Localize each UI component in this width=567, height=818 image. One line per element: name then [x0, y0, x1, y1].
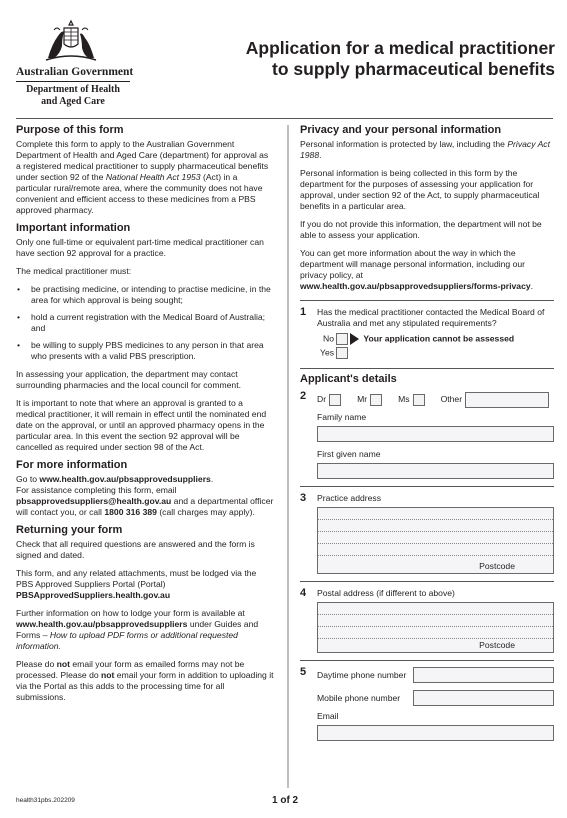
mobile-phone-field[interactable] — [413, 690, 554, 706]
phone-number: 1800 316 389 — [104, 507, 157, 517]
dr-label: Dr — [317, 394, 327, 404]
right-column — [300, 125, 554, 741]
more-text-a: For assistance completing this form, email — [16, 485, 177, 495]
dr-checkbox[interactable] — [329, 394, 341, 406]
return-p4 — [16, 659, 274, 703]
address-line — [318, 532, 553, 544]
section-rule — [300, 486, 554, 487]
return-p2-text: This form, and any related attachments, must be lodged via the PBS Approved Suppliers Portal (Portal) — [16, 568, 257, 589]
purpose-paragraph — [16, 139, 274, 216]
privacy-p3: If you do not provide this information, the department will not be able to assess your application. — [300, 219, 542, 240]
important-p3: In assessing your application, the department may contact surrounding pharmacies and the local council for comment. — [16, 369, 241, 390]
purpose-heading: Purpose of this form — [16, 124, 124, 136]
other-label: Other — [440, 394, 463, 404]
return-p3-text-b: under Guides and Forms – — [16, 619, 259, 640]
return-p4-text-b: email your form as emailed forms may not be processed. Please do — [16, 659, 245, 680]
return-p1: Check that all required questions are answered and the form is signed and dated. — [16, 539, 255, 560]
address-line — [318, 615, 553, 627]
question-5 — [300, 667, 554, 741]
coat-of-arms-logo — [40, 18, 102, 64]
email-field[interactable] — [317, 725, 554, 741]
no-checkbox[interactable] — [336, 333, 348, 345]
section-rule — [300, 368, 554, 369]
privacy-heading: Privacy and your personal information — [300, 124, 502, 136]
privacy-p4-text: You can get more information about the way in which the department will manage personal information, including our privacy policy, at — [300, 248, 525, 280]
section-rule — [300, 660, 554, 661]
question-1-text: Has the medical practitioner contacted the Medical Board of Australia and met any stipulated requirements? — [317, 307, 545, 328]
more-text-b: and a departmental officer will contact you, or call — [16, 496, 274, 517]
postcode-label: Postcode — [479, 561, 515, 571]
family-name-field[interactable] — [317, 426, 554, 442]
top-divider — [16, 118, 553, 119]
address-line — [318, 508, 553, 520]
question-3 — [300, 493, 554, 574]
practice-address-field[interactable] — [317, 507, 554, 574]
q1-no-row — [323, 333, 554, 345]
title-row — [317, 391, 554, 408]
other-title-field[interactable] — [465, 392, 549, 408]
question-2 — [300, 391, 554, 479]
returning-heading: Returning your form — [16, 524, 123, 536]
left-column — [16, 125, 274, 710]
privacy-p4: You can get more information about the way in which the department will manage personal information, including our privacy policy, at www.health.gov.au/pbsapprovedsuppliers/forms-privacy. — [300, 248, 534, 291]
yes-checkbox[interactable] — [336, 347, 348, 359]
purpose-text-b: (Act) in a particular rural/remote area, where the community does not have convenient and efficient access to these medicines from a PBS approved pharmacy. — [16, 172, 263, 215]
section-rule — [300, 581, 554, 582]
applicant-heading: Applicant's details — [300, 373, 397, 385]
no-label: No — [323, 333, 334, 344]
requirements-list — [16, 284, 274, 362]
question-number: 3 — [300, 492, 307, 504]
address-line — [318, 520, 553, 532]
privacy-p1: Personal information is protected by law, including the Privacy Act 1988. — [300, 139, 550, 160]
mr-label: Mr — [357, 394, 368, 404]
portal-link[interactable]: PBSApprovedSuppliers.health.gov.au — [16, 590, 171, 600]
form-code: health31pbs.202209 — [16, 797, 75, 804]
question-number: 2 — [300, 390, 307, 402]
postal-address-label: Postal address (if different to above) — [317, 588, 455, 598]
question-number: 4 — [300, 587, 307, 599]
pbs-suppliers-link-2[interactable]: www.health.gov.au/pbsapprovedsuppliers — [16, 619, 188, 629]
more-info-paragraph: Go to www.health.gov.au/pbsapprovedsuppliers. For assistance completing this form, email pbsapprovedsuppliers@health.gov.au and a departmental officer will contact you, or call 1800 316 389 (call charges may apply). — [16, 474, 274, 517]
important-p1: Only one full-time or equivalent part-time medical practitioner can have section 92 approval for a practice. — [16, 237, 264, 258]
purpose-text-a: Complete this form to apply to the Australian Government Department of Health and Aged Care (department) for approval as a registered medical practitioner to supply pharmaceutical benefits under section 92 of the — [16, 139, 269, 182]
mobile-phone-row — [317, 690, 554, 706]
practice-address-label: Practice address — [317, 493, 382, 503]
address-line — [318, 603, 553, 615]
day-phone-row — [317, 667, 554, 683]
mr-checkbox[interactable] — [370, 394, 382, 406]
arrow-right-icon — [350, 333, 359, 345]
question-number: 5 — [300, 666, 307, 678]
page-number: 1 of 2 — [272, 795, 299, 806]
question-number: 1 — [300, 306, 307, 318]
q1-yes-row — [320, 347, 554, 359]
mobile-phone-label: Mobile phone number — [317, 692, 401, 703]
family-name-label: Family name — [317, 412, 367, 422]
ms-checkbox[interactable] — [413, 394, 425, 406]
day-phone-field[interactable] — [413, 667, 554, 683]
form-title-line-2: to supply pharmaceutical benefits — [272, 59, 555, 79]
department-line-1: Department of Health — [26, 84, 120, 95]
privacy-p2: Personal information is being collected in this form by the department for the purposes of assessing your application for approval, under section 92 of the Act, to supply pharmaceutical benefits in a particular area. — [300, 168, 540, 211]
email-label: Email — [317, 711, 339, 721]
return-p4-text-a: Please do — [16, 659, 57, 669]
postcode-label: Postcode — [479, 640, 515, 650]
privacy-act-name: Privacy Act 1988 — [300, 139, 550, 160]
important-heading: Important information — [16, 222, 131, 234]
address-line — [318, 544, 553, 556]
return-p2 — [16, 568, 274, 601]
ms-label: Ms — [398, 394, 410, 404]
section-rule — [300, 300, 554, 301]
first-name-label: First given name — [317, 449, 381, 459]
first-name-field[interactable] — [317, 463, 554, 479]
government-name: Australian Government — [16, 66, 134, 78]
return-p4-text-c: email your form in addition to uploading it via the Portal as this adds to the processing time for all submissions. — [16, 670, 274, 702]
department-name — [16, 84, 130, 108]
form-title-line-1: Application for a medical practitioner — [245, 38, 555, 58]
return-p3 — [16, 608, 274, 652]
return-p3-text-a: Further information on how to lodge your form is available at — [16, 608, 245, 618]
pbs-suppliers-link[interactable]: www.health.gov.au/pbsapprovedsuppliers — [39, 474, 211, 484]
day-phone-label: Daytime phone number — [317, 669, 407, 680]
important-p4: It is important to note that where an approval is granted to a medical practitioner, it will remain in effect until the nominated end date on the approval, or until an approved pharmacy opens in the particular area. In this event the section 92 approval will be cancelled as required under section 98 of the Act. — [16, 398, 267, 452]
upload-guide-title: How to upload PDF forms or additional requested information. — [16, 630, 238, 651]
not-emphasis: not — [56, 659, 70, 669]
question-4 — [300, 588, 554, 653]
important-p2: The medical practitioner must: — [16, 266, 132, 276]
postal-address-field[interactable] — [317, 602, 554, 653]
list-item: • be practising medicine, or intending to practise medicine, in the area for which approval is being sought; — [16, 284, 274, 306]
email-link[interactable]: pbsapprovedsuppliers@health.gov.au — [16, 496, 172, 506]
privacy-p1-text: Personal information is protected by law, including the — [300, 139, 508, 149]
column-divider — [287, 125, 289, 788]
not-emphasis-2: not — [101, 670, 115, 680]
question-1 — [300, 307, 554, 359]
no-consequence-note: Your application cannot be assessed — [363, 333, 515, 344]
list-item: • hold a current registration with the Medical Board of Australia; and — [16, 312, 274, 334]
list-item: • be willing to supply PBS medicines to any person in that area who presents with a valid PBS prescription. — [16, 340, 274, 362]
more-info-heading: For more information — [16, 459, 128, 471]
goto-text: Go to — [16, 474, 40, 484]
header-rule — [16, 81, 130, 82]
yes-label: Yes — [320, 347, 335, 358]
more-text-c: (call charges may apply). — [156, 507, 255, 517]
form-title — [246, 38, 555, 80]
act-name: National Health Act 1953 — [105, 172, 201, 182]
department-line-2: and Aged Care — [41, 96, 105, 107]
privacy-link[interactable]: www.health.gov.au/pbsapprovedsuppliers/forms-privacy — [300, 281, 531, 291]
address-line — [318, 627, 553, 639]
